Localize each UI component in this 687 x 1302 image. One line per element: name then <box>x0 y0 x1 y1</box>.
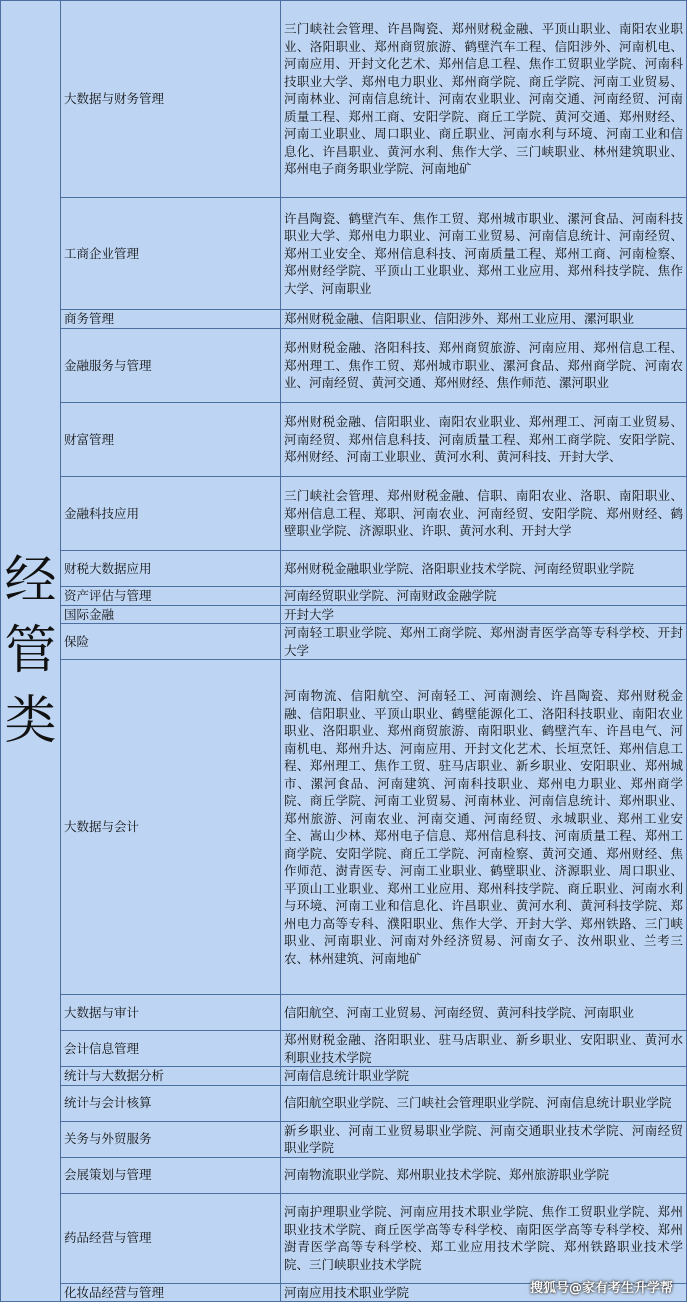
table-row <box>1 1193 687 1283</box>
major-name: 大数据与会计 <box>61 660 281 995</box>
major-name: 会展策划与管理 <box>61 1157 281 1193</box>
major-name: 关务与外贸服务 <box>61 1121 281 1157</box>
school-list: 河南物流职业学院、郑州职业技术学院、郑州旅游职业学院 <box>281 1157 687 1193</box>
school-list: 河南护理职业学院、河南应用技术职业学院、焦作工贸职业学院、郑州职业技术学院、商丘医学高等专科学校、南阳医学高等专科学校、郑州澍青医学高等专科学校、郑工业应用技术学院、郑州铁路职业技术学院、三门峡职业技术学院 <box>281 1193 687 1283</box>
school-list: 开封大学 <box>281 605 687 624</box>
major-name: 统计与大数据分析 <box>61 1067 281 1086</box>
school-list: 郑州财税金融、信阳职业、南阳农业职业、郑州理工、河南工业贸易、河南经贸、郑州信息科技、河南质量工程、郑州工商学院、安阳学院、郑州财经、河南工业职业、黄河水利、黄河科技、开封大学、 <box>281 403 687 477</box>
table-row <box>1 310 687 329</box>
major-name: 保险 <box>61 624 281 660</box>
major-name: 国际金融 <box>61 605 281 624</box>
table-row <box>1 1 687 198</box>
major-name: 大数据与财务管理 <box>61 1 281 198</box>
table-row <box>1 587 687 606</box>
table-row <box>1 477 687 551</box>
school-list: 三门峡社会管理、郑州财税金融、信职、南阳农业、洛职、南阳职业、郑州信息工程、郑职、河南农业、河南经贸、安阳学院、郑州财经、鹤壁职业学院、济源职业、许职、黄河水利、开封大学 <box>281 477 687 551</box>
major-name: 财富管理 <box>61 403 281 477</box>
school-list: 郑州财税金融职业学院、洛阳职业技术学院、河南经贸职业学院 <box>281 551 687 587</box>
major-name: 会计信息管理 <box>61 1031 281 1067</box>
school-list: 河南物流、信阳航空、河南轻工、河南测绘、许昌陶瓷、郑州财税金融、信阳职业、平顶山职业、鹤壁能源化工、洛阳科技职业、南阳农业职业、洛阳职业、郑州商贸旅游、南阳职业、鹤壁汽车、许昌电气、河南机电、郑州升达、河南应用、开封文化艺术、长垣烹饪、郑州信息工程、郑州理工、焦作工贸、驻马店职业、新乡职业、安阳职业、郑州城市、漯河食品、河南建筑、河南科技职业、郑州电力职业、郑州商学院、商丘学院、河南工业贸易、河南林业、河南信息统计、郑州职业、郑州旅游、河南农业、河南交通、河南经贸、永城职业、郑州工业安全、嵩山少林、郑州电子信息、郑州信息科技、河南质量工程、郑州工商学院、安阳学院、商丘工学院、河南检察、黄河交通、郑州财经、焦作师范、澍青医专、河南工业职业、鹤壁职业、济源职业、周口职业、平顶山工业职业、郑州工业应用、郑州科技学院、商丘职业、河南水利与环境、河南工业和信息化、许昌职业、黄河水利、黄河科技学院、郑州电力高等专科、濮阳职业、焦作大学、开封大学、郑州铁路、三门峡职业、河南职业、河南对外经济贸易、河南女子、汝州职业、兰考三农、林州建筑、河南地矿 <box>281 660 687 995</box>
major-name: 化妆品经营与管理 <box>61 1283 281 1302</box>
major-name: 统计与会计核算 <box>61 1085 281 1121</box>
school-list: 河南轻工职业学院、郑州工商学院、郑州澍青医学高等专科学校、开封大学 <box>281 624 687 660</box>
school-list: 三门峡社会管理、许昌陶瓷、郑州财税金融、平顶山职业、南阳农业职业、洛阳职业、郑州商贸旅游、鹤壁汽车工程、信阳涉外、河南机电、河南应用、开封文化艺术、郑州信息工程、焦作工贸职业学院、河南科技职业大学、郑州电力职业、郑州商学院、商丘学院、河南工业贸易、河南林业、河南信息统计、河南农业职业、河南交通、河南经贸、河南质量工程、郑州工商、安阳学院、商丘工学院、黄河交通、郑州财经、河南工业职业、周口职业、商丘职业、河南水利与环境、河南工业和信息化、许昌职业、黄河水利、焦作大学、三门峡职业、林州建筑职业、郑州电子商务职业学院、河南地矿 <box>281 1 687 198</box>
major-name: 药品经营与管理 <box>61 1193 281 1283</box>
school-list: 郑州财税金融、洛阳科技、郑州商贸旅游、河南应用、郑州信息工程、郑州理工、焦作工贸、郑州城市职业、漯河食品、郑州商学院、河南农业、河南经贸、黄河交通、郑州财经、焦作师范、漯河职业 <box>281 329 687 403</box>
school-list: 郑州财税金融、信阳职业、信阳涉外、郑州工业应用、漯河职业 <box>281 310 687 329</box>
school-list: 信阳航空职业学院、三门峡社会管理职业学院、河南信息统计职业学院 <box>281 1085 687 1121</box>
school-list: 郑州财税金融、洛阳职业、驻马店职业、新乡职业、安阳职业、黄河水利职业技术学院 <box>281 1031 687 1067</box>
category-label <box>1 1 61 1302</box>
table-row <box>1 403 687 477</box>
major-name: 资产评估与管理 <box>61 587 281 606</box>
major-name: 工商企业管理 <box>61 198 281 310</box>
major-name: 金融服务与管理 <box>61 329 281 403</box>
table-row <box>1 551 687 587</box>
school-list: 许昌陶瓷、鹤壁汽车、焦作工贸、郑州城市职业、漯河食品、河南科技职业大学、郑州电力职业、河南工业贸易、河南信息统计、河南经贸、郑州工业安全、郑州信息科技、河南质量工程、郑州工商、河南检察、郑州财经学院、平顶山工业职业、郑州工业应用、郑州科技学院、焦作大学、河南职业 <box>281 198 687 310</box>
table-row <box>1 329 687 403</box>
table-row <box>1 1067 687 1086</box>
major-name: 商务管理 <box>61 310 281 329</box>
table-row <box>1 1085 687 1121</box>
table-row <box>1 1031 687 1067</box>
school-list: 河南应用技术职业学院 <box>281 1283 687 1302</box>
school-list: 河南经贸职业学院、河南财政金融学院 <box>281 587 687 606</box>
major-name: 大数据与审计 <box>61 995 281 1031</box>
school-list: 新乡职业、河南工业贸易职业学院、河南交通职业技术学院、河南经贸职业学院 <box>281 1121 687 1157</box>
major-name: 财税大数据应用 <box>61 551 281 587</box>
table-row <box>1 660 687 995</box>
table-row <box>1 624 687 660</box>
school-list: 河南信息统计职业学院 <box>281 1067 687 1086</box>
watermark: 搜狐号@家有考生升学帮 <box>529 1281 673 1296</box>
category-text: 经管类 <box>4 551 57 751</box>
table-row <box>1 198 687 310</box>
major-name: 金融科技应用 <box>61 477 281 551</box>
table-row <box>1 1121 687 1157</box>
table-row <box>1 995 687 1031</box>
school-list: 信阳航空、河南工业贸易、河南经贸、黄河科技学院、河南职业 <box>281 995 687 1031</box>
table-row <box>1 605 687 624</box>
table-row <box>1 1157 687 1193</box>
